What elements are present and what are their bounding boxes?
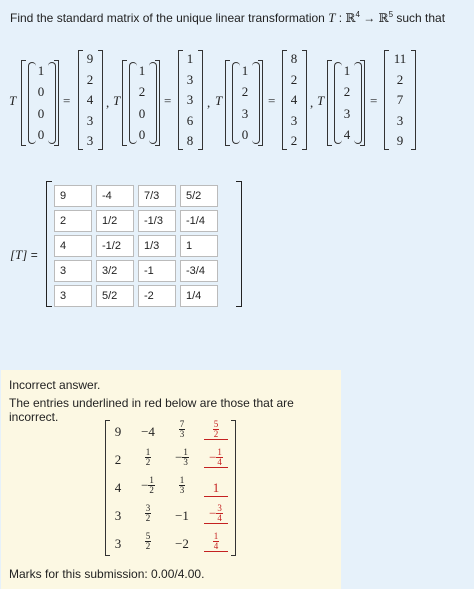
answer-equals: = [30, 248, 38, 262]
output-vector-4: 11 2 7 3 9 [393, 51, 407, 148]
domain-symbol: ℝ [345, 11, 356, 25]
answer-cell[interactable]: 5/2 [96, 285, 134, 307]
left-bracket [225, 60, 230, 146]
answer-cell[interactable]: -1/2 [96, 235, 134, 257]
arrow-symbol: → [363, 11, 376, 25]
T-symbol: T [9, 93, 17, 108]
output-vector-2: 1 3 3 6 8 [186, 51, 194, 148]
marks-text: Marks for this submission: 0.00/4.00. [9, 567, 205, 581]
question-prefix: Find the standard matrix of the unique linear transformation [10, 11, 325, 25]
incorrect-entry: − $\frac{3}{4}$ [204, 504, 228, 524]
equals-sign: = [370, 93, 378, 108]
feedback-entry: $\frac{5}{2}$ [145, 531, 151, 551]
answer-cell[interactable]: 4 [54, 235, 92, 257]
left-bracket [21, 60, 26, 146]
answer-cell[interactable]: -4 [96, 185, 134, 207]
answer-cell[interactable]: 9 [54, 185, 92, 207]
output-vector-1: 9 2 4 3 3 [86, 51, 94, 148]
answer-cell[interactable]: -2 [138, 285, 176, 307]
T-matrix-symbol: [T] [10, 247, 28, 262]
codomain-symbol: ℝ [378, 11, 389, 25]
answer-cell[interactable]: 3 [54, 260, 92, 282]
feedback-right-bracket [231, 420, 236, 556]
feedback-entry: 2 [114, 452, 122, 467]
right-bracket [54, 60, 59, 146]
incorrect-entry: − $\frac{1}{4}$ [204, 448, 228, 468]
T-symbol: T [113, 93, 121, 108]
incorrect-entry: 1 [204, 480, 228, 497]
feedback-entry: − $\frac{1}{2}$ [141, 475, 154, 495]
question-suffix: such that [396, 11, 446, 25]
answer-cell[interactable]: 1 [180, 235, 218, 257]
incorrect-entry: $\frac{1}{4}$ [204, 532, 228, 552]
right-bracket [198, 50, 203, 150]
feedback-entry: $\frac{1}{3}$ [179, 475, 185, 495]
feedback-entry: 9 [114, 424, 122, 439]
input-vector-3: 1 2 3 0 [241, 63, 249, 142]
left-bracket [122, 60, 127, 146]
feedback-entry: 3 [114, 536, 122, 551]
comma: , [207, 95, 211, 110]
answer-cell[interactable]: 3 [54, 285, 92, 307]
incorrect-entry: $\frac{5}{2}$ [204, 420, 228, 440]
answer-label [10, 247, 38, 263]
feedback-entry: 3 [114, 508, 122, 523]
answer-right-bracket [236, 181, 242, 307]
feedback-entry: $\frac{7}{3}$ [179, 419, 185, 439]
right-bracket [98, 50, 103, 150]
feedback-entry: −1 [175, 508, 189, 523]
feedback-entry: 4 [114, 480, 122, 495]
comma: , [310, 95, 314, 110]
answer-cell[interactable]: 1/4 [180, 285, 218, 307]
output-vector-3: 8 2 4 3 2 [290, 51, 298, 148]
right-bracket [411, 50, 416, 150]
answer-cell[interactable]: -3/4 [180, 260, 218, 282]
feedback-entry: −4 [141, 424, 155, 439]
answer-cell[interactable]: 1/2 [96, 210, 134, 232]
codomain-exponent: 5 [388, 10, 394, 19]
input-vector-2: 1 2 0 0 [138, 63, 146, 142]
T-symbol: T [317, 93, 325, 108]
equals-sign: = [63, 93, 71, 108]
answer-cell[interactable]: 2 [54, 210, 92, 232]
answer-cell[interactable]: 5/2 [180, 185, 218, 207]
right-bracket [302, 50, 307, 150]
domain-exponent: 4 [355, 10, 360, 19]
answer-cell[interactable]: 7/3 [138, 185, 176, 207]
answer-cell[interactable]: 1/3 [138, 235, 176, 257]
feedback-title: Incorrect answer. [9, 378, 101, 392]
input-vector-1: 1 0 0 0 [37, 63, 45, 142]
equals-sign: = [268, 93, 276, 108]
right-bracket [360, 60, 365, 146]
T-symbol: T [215, 93, 223, 108]
colon: : [338, 11, 343, 25]
right-bracket [258, 60, 263, 146]
question-text [10, 10, 445, 26]
answer-cell[interactable]: 3/2 [96, 260, 134, 282]
left-bracket [327, 60, 332, 146]
input-vector-4: 1 2 3 4 [343, 63, 351, 142]
answer-cell[interactable]: -1/3 [138, 210, 176, 232]
feedback-entry: −2 [175, 536, 189, 551]
feedback-entry: $\frac{3}{2}$ [145, 503, 151, 523]
answer-cell[interactable]: -1 [138, 260, 176, 282]
feedback-explanation: The entries underlined in red below are those that are incorrect. [9, 396, 294, 424]
feedback-entry: $\frac{1}{2}$ [145, 447, 151, 467]
answer-left-bracket [46, 181, 52, 307]
transformation-symbol: T [328, 10, 336, 25]
equals-sign: = [164, 93, 172, 108]
answer-cell[interactable]: -1/4 [180, 210, 218, 232]
feedback-entry: − $\frac{1}{3}$ [175, 447, 188, 467]
comma: , [106, 95, 110, 110]
right-bracket [155, 60, 160, 146]
